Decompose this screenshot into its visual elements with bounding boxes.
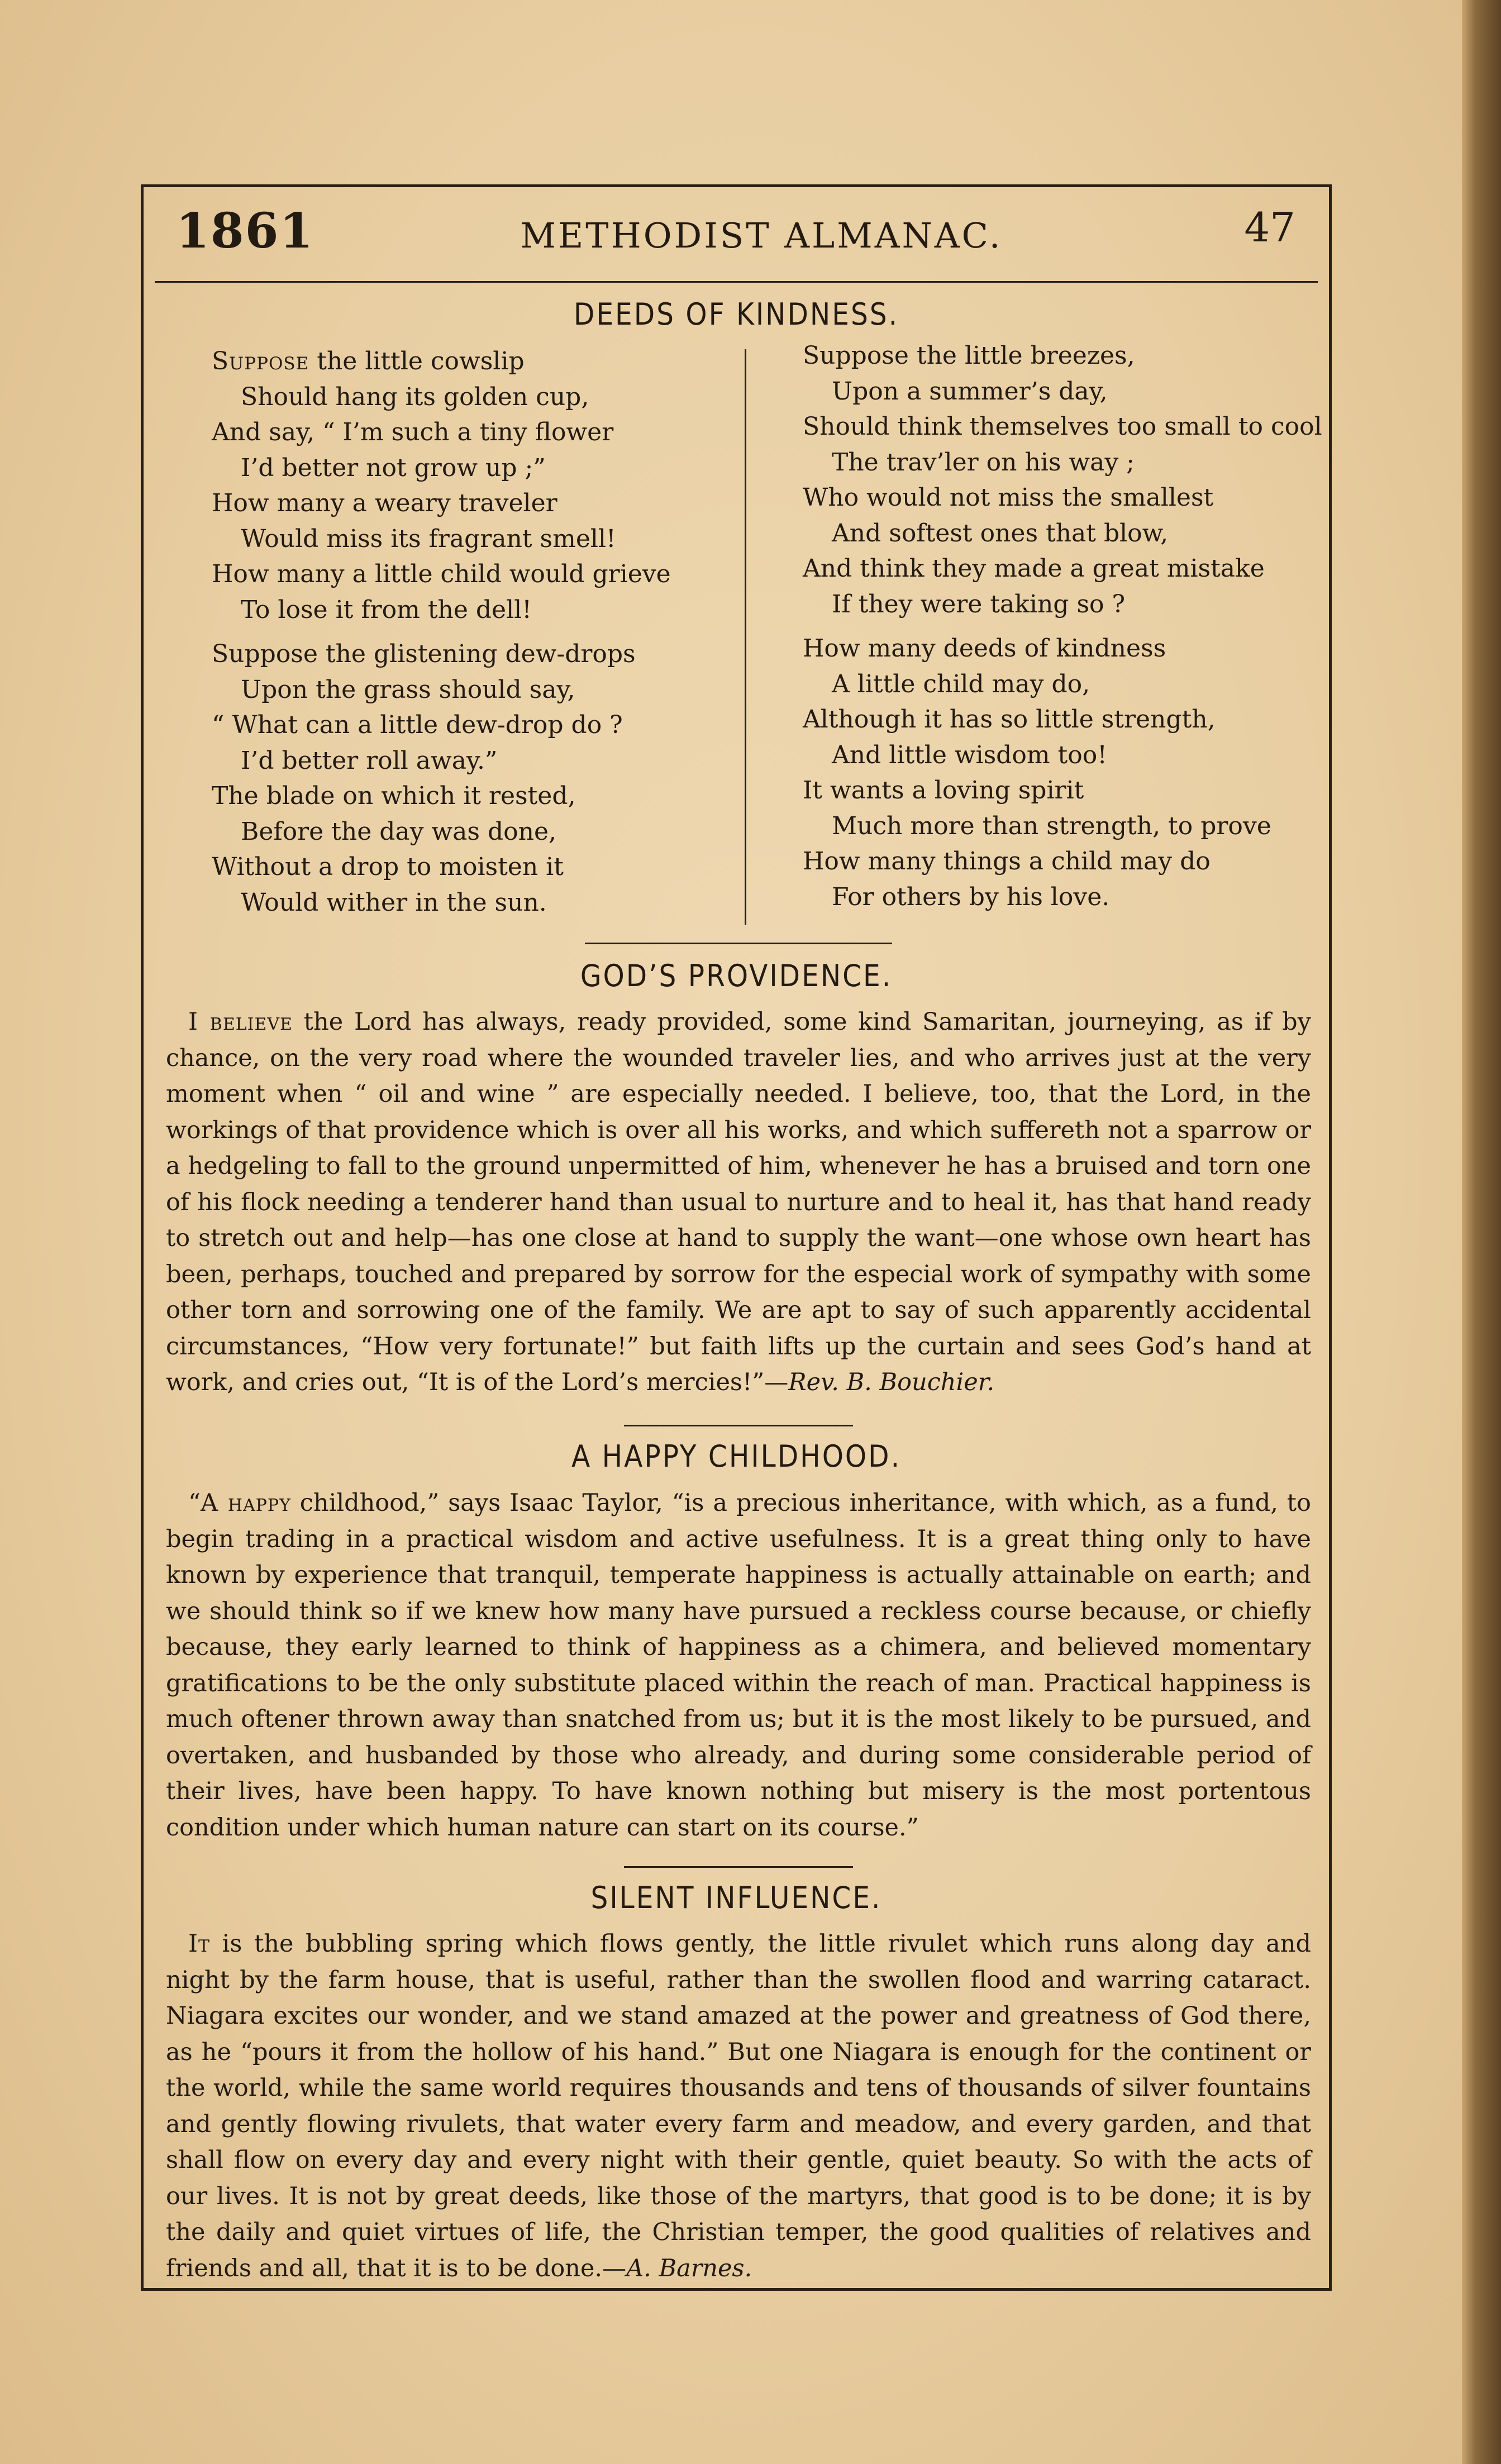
page-number: 47	[1244, 204, 1295, 251]
poem-line-text: Upon a summer’s day,	[832, 377, 1108, 406]
header-year: 1861	[176, 203, 315, 259]
poem-line	[803, 480, 1361, 516]
silent-influence-attribution: A. Barnes.	[626, 2254, 752, 2282]
poem-line	[212, 849, 770, 885]
running-header	[144, 187, 1329, 281]
poem-line	[803, 879, 1361, 915]
poem-line-text: Should hang its golden cup,	[241, 382, 589, 411]
poem-line-text: And little wisdom too!	[832, 740, 1107, 769]
poem-line-text: Before the day was done,	[241, 817, 556, 846]
section-divider	[585, 943, 892, 944]
header-rule	[155, 281, 1318, 283]
poem-line	[803, 667, 1361, 702]
poem-line-text: I’d better not grow up ;”	[241, 453, 546, 482]
poem-line	[212, 521, 770, 557]
poem-line	[803, 587, 1361, 622]
poem-line-text: Suppose the little breezes,	[803, 341, 1135, 370]
poem-line	[212, 592, 770, 628]
silent-influence-body	[166, 1926, 1311, 2286]
poem-line	[212, 778, 770, 814]
poem-line	[212, 814, 770, 850]
gods-providence-body	[166, 1004, 1311, 1401]
poem-left-column	[212, 344, 770, 920]
silent-influence-lead: It	[188, 1930, 210, 1958]
poem-line-text: To lose it from the dell!	[241, 595, 532, 624]
column-divider	[745, 349, 746, 925]
poem-line-text: How many deeds of kindness	[803, 634, 1166, 663]
poem-line	[803, 702, 1361, 738]
poem-line-text: Would miss its fragrant smell!	[241, 524, 616, 553]
silent-influence-title: SILENT INFLUENCE.	[590, 1880, 882, 1915]
poem-line	[212, 486, 770, 521]
poem-line	[803, 631, 1361, 667]
poem-line-text: the little cowslip	[309, 347, 525, 375]
poem-line-text: How many a little child would grieve	[212, 560, 671, 588]
poem-line-text: How many a weary traveler	[212, 489, 557, 517]
poem-line	[803, 374, 1361, 410]
poem-line	[803, 445, 1361, 481]
poem-line	[803, 551, 1361, 587]
poem-line-text: Much more than strength, to prove	[832, 811, 1271, 840]
poem-line	[212, 379, 770, 415]
poem-line-text: I’d better roll away.”	[241, 746, 498, 775]
section-divider	[624, 1866, 853, 1868]
happy-childhood-text: childhood,” says Isaac Taylor, “is a precious inheritance, with which, as a fund, to begin trading in a practical wisdom and active usefulness. It is a great thing only to have known by experience that tranquil, temperate happiness is actually attainable on earth; and we should think so if we knew how many have pursued a reckless course because, or chiefly because, they early learned to think of happiness as a chimera, and believed momentary gratifications to be the only substitute placed within the reach of man. Practical happiness is much oftener thrown away than snatched from us; but it is the most likely to be pursued, and overtaken, and husbanded by those who already, and during some considerable period of their lives, have been happy. To have known nothing but misery is the most portentous condition under which human nature can start on its course.”	[166, 1489, 1311, 1842]
poem-line-text: And say, “ I’m such a tiny flower	[212, 418, 614, 446]
happy-childhood-lead: A happy	[200, 1489, 291, 1517]
poem-line-text: Although it has so little strength,	[803, 705, 1216, 734]
poem-lead-word: Suppose	[212, 347, 309, 375]
stanza-gap	[803, 622, 1361, 631]
poem-line	[803, 338, 1361, 374]
poem-line-text: And think they made a great mistake	[803, 554, 1265, 583]
poem-line-text: How many things a child may do	[803, 847, 1211, 876]
poem-line-text: The blade on which it rested,	[212, 782, 576, 810]
silent-influence-text: is the bubbling spring which flows gently, the little rivulet which runs along day and night by the farm house, that is useful, rather than the swollen flood and warring cataract. Niagara excites our wonder, and we stand amazed at the power and greatness of God there, as he “pours it from the hollow of his hand.” But one Niagara is enough for the continent or the world, while the same world requires thousands and tens of thousands of silver fountains and gently flowing rivulets, that water every farm and meadow, and every garden, and that shall flow on every day and every night with their gentle, quiet beauty. So with the acts of our lives. It is not by great deeds, like those of the martyrs, that good is to be done; it is by the daily and quiet virtues of life, the Christian temper, the good qualities of relatives and friends and all, that it is to be done.—	[166, 1930, 1311, 2282]
poem-line	[803, 773, 1361, 808]
poem-line	[212, 743, 770, 779]
poem-line	[212, 344, 770, 379]
poem-line-text: “ What can a little dew-drop do ?	[212, 711, 623, 739]
poem-line-text: If they were taking so ?	[832, 589, 1126, 619]
poem-line-text: Should think themselves too small to cool	[803, 412, 1322, 441]
section-divider	[624, 1425, 853, 1426]
poem-line	[212, 672, 770, 708]
poem-line	[803, 844, 1361, 879]
poem-line-text: Would wither in the sun.	[241, 888, 547, 917]
page-frame	[141, 184, 1332, 2291]
poem-line-text: And softest ones that blow,	[832, 519, 1169, 548]
gods-providence-attribution: Rev. B. Bouchier.	[788, 1368, 995, 1396]
poem-line	[212, 415, 770, 450]
poem-line-text: Upon the grass should say,	[241, 675, 575, 704]
poem-right-column	[803, 338, 1361, 915]
poem-line	[212, 885, 770, 921]
happy-childhood-open-quote: “	[188, 1489, 201, 1517]
gods-providence-text: the Lord has always, ready provided, some kind Samaritan, journeying, as if by chance, on the very road where the wounded traveler lies, and who arrives just at the very moment when “ oil and wine ” are especially needed. I believe, too, that the Lord, in the workings of that providence which is over all his works, and which suffereth not a sparrow or a hedgeling to fall to the ground unpermitted of him, whenever he has a bruised and torn one of his flock needing a tenderer hand than usual to nurture and to heal it, has that hand ready to stretch out and help—has one close at hand to supply the want—one whose own heart has been, perhaps, touched and prepared by sorrow for the especial work of sympathy with some other torn and sorrowing one of the family. We are apt to say of such apparently accidental circumstances, “How very fortunate!” but faith lifts up the curtain and sees God’s hand at work, and cries out, “It is of the Lord’s mercies!”—	[166, 1008, 1311, 1396]
poem-line	[212, 556, 770, 592]
header-title: METHODIST ALMANAC.	[520, 215, 1003, 256]
poem-line-text: A little child may do,	[832, 669, 1090, 698]
poem-line-text: Without a drop to moisten it	[212, 853, 564, 881]
poem-line-text: For others by his love.	[832, 882, 1110, 911]
happy-childhood-title: A HAPPY CHILDHOOD.	[571, 1439, 902, 1474]
happy-childhood-body	[166, 1485, 1311, 1845]
poem-line	[212, 707, 770, 743]
poem-line	[803, 409, 1361, 445]
poem-line-text: Who would not miss the smallest	[803, 483, 1214, 512]
book-spine-edge	[1462, 0, 1501, 2464]
stanza-gap	[212, 627, 770, 636]
gods-providence-title: GOD’S PROVIDENCE.	[580, 958, 893, 993]
poem-line-text: Suppose the glistening dew-drops	[212, 640, 636, 668]
poem-line-text: The trav’ler on his way ;	[832, 448, 1135, 477]
poem-line-text: It wants a loving spirit	[803, 776, 1084, 805]
poem-line	[803, 738, 1361, 773]
poem-line	[212, 450, 770, 486]
gods-providence-lead: I believe	[188, 1008, 293, 1036]
poem-line	[803, 808, 1361, 844]
poem-line	[803, 516, 1361, 551]
poem-line	[212, 636, 770, 672]
deeds-of-kindness-title: DEEDS OF KINDNESS.	[573, 297, 899, 332]
